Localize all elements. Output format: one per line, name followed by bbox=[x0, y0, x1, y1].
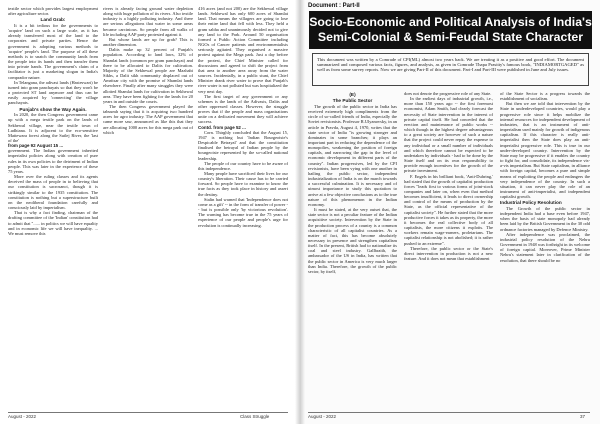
section-heading: Land Grab: bbox=[40, 17, 66, 23]
paragraph: Many people have sacrificed their lives for our country's liberation. Their cause has to be carried forward. So people have to examine to know the true facts as they took place in history and assert the destiny. bbox=[198, 171, 288, 197]
right-column-2 bbox=[404, 91, 493, 261]
footer-date: August - 2022 bbox=[308, 414, 337, 419]
paragraph: 416 acres (and not 200) are the Sekhewal village lands. Sekhewal has only 600 acres of Shamlat land. That means the villagers are going to lose their entire land that fell with less. They held a gram sabha and unanimously decided not to give any land to the Park. Around 50 organisation formed a Public Action Committee including NGOs of Cancer patients and environmentalists seriously agitated. They organised a massive protest against the Mega park. Just a day before the protest, the Chief Minister called for discussions and agreed to shift the project from that area to another area away from the water sources. Incidentally, in a public stunt, the Chief Minister drank river water to prove that Punjab's river water is not polluted but was hospitalized the very next day. bbox=[198, 6, 288, 94]
editorial-note-box: This document was written by a Comrade of CPI(ML) almost two years back. We are treating it as a positive and good effort. The document summarized and composed various facts, figures, and analysis, as given in Comrade Thapa Prasitty's famous book, "INDIAMORTGAGED" as well as from some survey reports. Now we are giving Part-II of this document. Part-I and Part-III were published in June and July issues. bbox=[312, 53, 589, 86]
paragraph: The people of our country have to be aware of this independence. bbox=[198, 160, 288, 171]
left-column-3 bbox=[198, 6, 288, 228]
right-column-1 bbox=[308, 91, 397, 274]
paragraph: But then we are told that intervention by the State in underdeveloped countries, would play a progressive role since it helps mobilize the internal resources for independent development of industries, that is an instrument of anti-imperialism used mainly for growth of indigenous capitalism. If this character is really anti-imperialist then the State does play an anti-imperialist progressive role. This is true in our under-developed country. Intervention by the State may be progressive if it enables the country to fight for, and consolidate, its independence vis-a-vis imperialism. But State capitalism, in alliance with foreign capital, becomes a pure and simple means of exploiting the people and endangers the very independence of the country. In such a situation, it can never play the role of an instrument of anti-imperialist, and independent capitalist growth. bbox=[500, 101, 590, 200]
paragraph: The Growth of the public sector in independent India had a base even before 1947, when the basis of state monopoly had already been laid by the British Government in the 30 odd ordnance factories managed by Defence Ministry. bbox=[500, 205, 590, 232]
section-heading: Industrial Policy Resolution bbox=[500, 200, 562, 206]
right-page bbox=[300, 0, 600, 424]
paragraph: In 2020, the then Congress government came up with a mega textile park on the lands of Sekhewal village, near the textile town of Ludhiana. It is adjacent to the eco-sensitive Mattewara forest along the Sutlej River, the 'last of the' bbox=[8, 112, 98, 143]
right-column-3 bbox=[500, 91, 590, 263]
section-heading: Punjab's show the Way Again. bbox=[19, 106, 87, 112]
paragraph: rivers is already facing ground water depletion along with huge pollution of its rivers. Also textile industry is a highly polluting industry. And there are serious allegations that water in some areas became carcinious. So people from all walks of life including AAP party protested against it. bbox=[103, 6, 193, 37]
paragraph: In Telangana, the adivasi lands (Hasteswari) be turned into gram panchayats so that they won't be a protected ST land anymore and thus can be easily acquired by 'connecting' the village panchayats. bbox=[8, 79, 98, 106]
article-title-line-2: Semi-Colonial & Semi-Feudal State Character bbox=[317, 29, 584, 44]
paragraph: That is why a fact finding, chairman of the drafting committee of the 'Indian' constitution had to admit that "...... in politics we will have equality and in economic life we will have inequality. ... We must remove this bbox=[8, 210, 98, 236]
footer-date: August - 2022 bbox=[8, 414, 37, 419]
paragraph: The growth of the public sector in India has received extremely high compliments from the circle of so-called friends of India, especially the Soviet revisionists. Professor R.Ulyanovsky, in an article in Pravda, August 4, 1970, writes that the state sector of India "is growing stronger and dominates in some branches; it plays an important part in reducing the dependence of the monopolies, weakening the position of foreign capitals, and narrowing the gap in the level of economic development in different parts of the country". Indian progressives, led by the CPI revisionists, have been vying with one another in hailing the public sector, independent industrialization of India is on the march towards a successful culmination. It is necessary and of utmost importance to study this quotation to arrive at a few objective conclusions as to the true nature of this phenomenon in the Indian economy. bbox=[308, 103, 397, 207]
paragraph: It is a bit tedious for the governments to 'acquire' land on such a large scale, as it has already transferred most of the land to the corporates and private parties. Hence the government is adopting various methods to 'acquire' people's land. The purpose of all these methods is to snatch the community lands from the people into its hands and then transfer them into private hands. The government's claim of a facilitator is just a marketing slogan in India's comprador nature. bbox=[8, 23, 98, 80]
paragraph: In the earliest days of industrial growth, i.e., more than 150 years ago -- the first foremost economist, Adam Smith, had clearly forecast the necessity of State intervention in the interest of private capital itself. He had conceded that the erection and maintenance of public works -- which though in the highest degree advantageous to a great society are however of such a nature that the project could never repay the expense to any individual or a small number of individuals and which therefore cannot be expected to be undertaken by individuals - had to be done by the State itself and on its own responsibility to provide enough incentives for the growth of the private investment. bbox=[404, 96, 493, 174]
section-number: (E) bbox=[349, 92, 356, 97]
paragraph: of the State Sector is a progress towards the establishment of socialism. bbox=[500, 91, 590, 102]
paragraph: After independence was proclaimed, the industrial policy resolution of the Nehru Government in 1948 was forthright in its welcome of foreign capital. Moreover, Prime Minister Nehru's statement later in clarification of the resolution, that there should be no bbox=[500, 231, 590, 263]
paragraph: does not denote the progressive role of any State. bbox=[404, 91, 492, 96]
left-column-2 bbox=[103, 6, 193, 135]
paragraph: More over the ruling classes and its agents deceived the mass of people in to believing that our constitution is sacrosanct, though it is strikingly similar to the 1935 constitution. The constitution is nothing but a superstructure built on the neoliberal foundation carefully and consciously laid by imperialism. bbox=[8, 174, 98, 211]
footer-publication: Class Struggle bbox=[240, 414, 270, 419]
page-gutter-shadow bbox=[295, 0, 305, 424]
footer-rule bbox=[8, 412, 288, 413]
paragraph: Corn. Thirghly concluded that the August 15, 1947 is nothing but 'Indian Bourgeoisie's Despicable Betrayal' and that the constitution finalised the betrayal of Indian people by the bourgeoisie represented by the so-called national leadership. bbox=[198, 129, 288, 161]
page-number: 37 bbox=[580, 414, 586, 419]
paragraph: textile sector which provides largest employment after agriculture sector. bbox=[8, 6, 98, 17]
paragraph: Therefore, the public sector or the State's direct intervention in production is not a new feature. And it does not mean that establishment bbox=[404, 245, 493, 261]
paragraph: It must be stated, at the very outset that, the state sector is not a peculiar feature of the Indian acquisitive society. Intervention by the State in the production process of a country is a common characteristic of all capitalist countries. As a matter of fact, this has become absolutely necessary in presence and strengthen capitalism itself. In the present, British had to nationalize its coal and steel industry. Gallbraith, the ambassador of the US in India, has written that the public sector in America is very much larger than India. Therefore, the growth of the public sector, by itself, bbox=[308, 207, 397, 274]
section-heading: The Public Sector bbox=[332, 98, 373, 104]
dateline: from page 92 August 15 ... bbox=[8, 143, 64, 149]
left-column-1 bbox=[8, 6, 98, 236]
article-title-line-1: Socio-Economic and Political Analysis of India's bbox=[309, 15, 592, 29]
dateline: Contd. from page 52 ... bbox=[198, 124, 246, 130]
paragraph: The then Congress government played the tabsumh saying that it is acquiring two hundred acres for agro industry. The AAP government that came more saw, announced as like this that they are allocating 1000 acres for this mega park out of which bbox=[103, 103, 193, 135]
paragraph: Stalin had warned that 'Independence does not come as a gift' -- in the form of transfer of power -- but is possible only 'by victorious revolution'. The warning has become true in the 75 years of experience of our people and people's urge for revolution is continually increasing. bbox=[198, 196, 288, 228]
paragraph: Dalits make up 32 percent of Punjab's population. According to land laws, 32% of Shamlat lands (common per gram panchayat) and there to be allocated to Dalits for cultivation. Majority of the Sekhewal people are Mazhabi Sikhs, a Dalit sikh community displaced out of Amritsar city with the promise of Shamlat lands elsewhere. Finally after many struggles they were allotted Shamlat lands for cultivation in Sekhewal area. They have been fighting for the lands for 20 years in and outside the courts. bbox=[103, 47, 193, 104]
document-part-header: Document : Part-II bbox=[308, 3, 360, 9]
paragraph: F. Engels in his brilliant book, 'Anti-Duhring,' had stated that the growth of capitalist production forces "leads first to various forms of joint-stock companies and later on, when even that method becomes insufficient, it leads to direct ownership and control of the means of production by the State, as the official representative of the capitalist society". He further stated that the more productive forces it takes as its property, the more it becomes the real collective body of all capitalists, the more citizens it exploits. The workers remain wage-earners, proletarians. The capitalist relationship is not abolished; it is rather pushed to an extreme". bbox=[404, 173, 493, 246]
footer-rule bbox=[308, 412, 590, 413]
paragraph: government. The Indian government inherited imperialist policies along with creation of pure rules in its own policies to the detriment of Indian people. This was later in the experience of these 75 years. bbox=[8, 148, 98, 174]
paragraph: But whose lands are up for grab? This is another dimension. bbox=[103, 36, 193, 48]
paragraph: The first target of any government or any schemes is the lands of the Adivasis, Dalits and other oppressed classes. However, the struggle proves that if the people and mass organisations unite on a dedicated movement they will achieve success. bbox=[198, 93, 288, 125]
article-title-banner bbox=[309, 11, 592, 49]
